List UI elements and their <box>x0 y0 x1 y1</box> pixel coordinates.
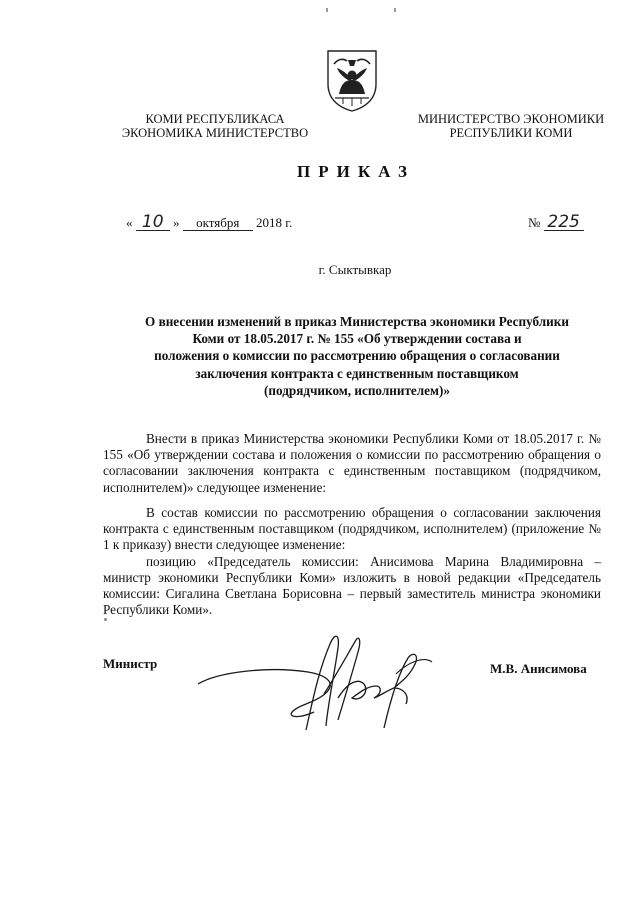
heading-line-1: О внесении изменений в приказ Министерства экономики Республики <box>145 314 569 329</box>
date-year: 2018 г. <box>256 215 293 230</box>
scan-speck <box>104 618 107 621</box>
order-date <box>126 212 293 232</box>
org-right-line-1: МИНИСТЕРСТВО ЭКОНОМИКИ <box>417 112 605 126</box>
org-name-komi <box>118 112 312 140</box>
org-left-line-2: ЭКОНОМИКА МИНИСТЕРСТВО <box>121 126 309 140</box>
issue-city: г. Сыктывкар <box>318 262 392 277</box>
org-left-line-1: КОМИ РЕСПУБЛИКАСА <box>145 112 285 126</box>
body-section <box>103 505 601 618</box>
order-heading <box>110 313 604 399</box>
document-title: ПРИКАЗ <box>297 162 415 181</box>
order-number-value: 225 <box>544 215 584 231</box>
date-open-quote: « <box>126 215 133 230</box>
heading-line-3: положения о комиссии по рассмотрению обращения о согласовании <box>154 348 560 364</box>
body-paragraph-3: позицию «Председатель комиссии: Анисимова Марина Владимировна – министр экономики Республики Коми» изложить в новой редакции «Председатель комиссии: Сигалина Светлана Борисовна – первый заместитель министра экономики Республики Коми». <box>103 553 601 618</box>
date-month: октября <box>183 215 253 231</box>
body-paragraph-1: Внести в приказ Министерства экономики Республики Коми от 18.05.2017 г. № 155 «Об утверждении состава и положения о комиссии по рассмотрению обращения о согласовании заключения контракта с единственным поставщиком (подрядчиком, исполнителем)» следующее изменение: <box>103 431 601 495</box>
signer-name: М.В. Анисимова <box>490 661 587 676</box>
order-number-label: № <box>528 215 541 230</box>
order-number <box>528 212 584 232</box>
org-name-russian <box>405 112 617 140</box>
heading-line-4: заключения контракта с единственным поставщиком <box>195 365 519 381</box>
komi-coat-of-arms-icon <box>325 48 379 112</box>
heading-line-5: (подрядчиком, исполнителем)» <box>263 382 450 398</box>
date-day: 10 <box>136 215 170 231</box>
body-paragraph-2: В состав комиссии по рассмотрению обращения о согласовании заключения контракта с единственным поставщиком (подрядчиком, исполнителем) (приложение № 1 к приказу) внести следующее изменение: <box>103 505 601 553</box>
handwritten-signature <box>188 622 438 744</box>
heading-line-2: Коми от 18.05.2017 г. № 155 «Об утверждении состава и <box>192 331 522 347</box>
scan-speck <box>394 8 396 12</box>
date-close-quote: » <box>173 215 180 230</box>
org-right-line-2: РЕСПУБЛИКИ КОМИ <box>449 126 573 140</box>
signer-position: Министр <box>103 656 158 671</box>
scan-speck <box>326 8 328 12</box>
